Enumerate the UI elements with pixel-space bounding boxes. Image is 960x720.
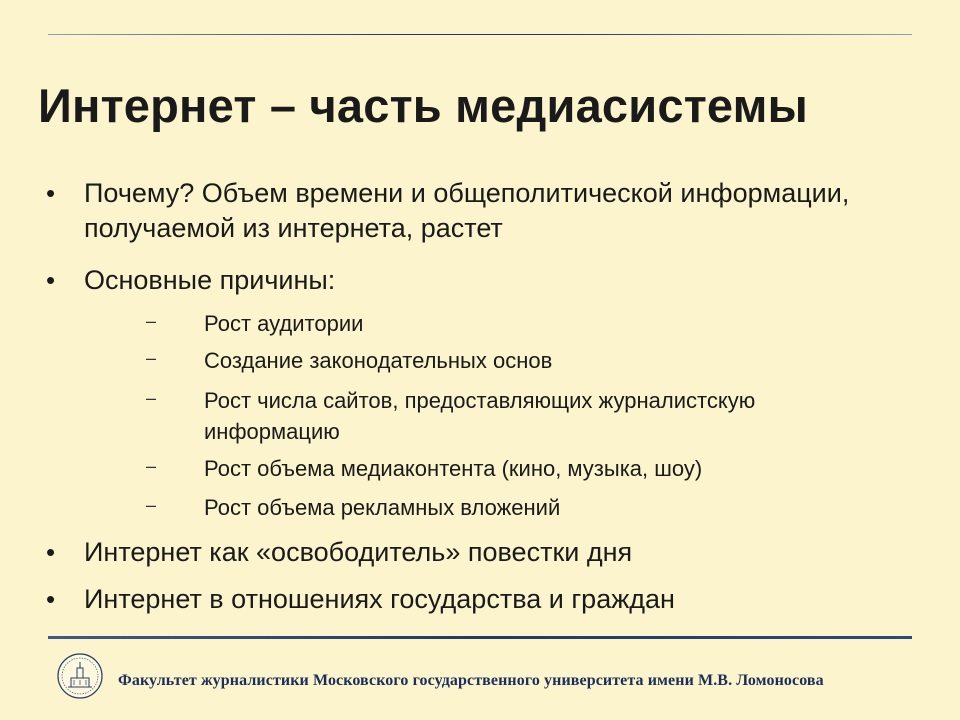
dash-marker: – [146,311,157,331]
sub-bullet-item [146,492,884,523]
bullet-marker: • [46,178,56,208]
bullet-text: Интернет как «освободитель» повестки дня [84,537,633,567]
bullet-item [46,582,884,617]
sub-bullet-item [146,308,884,339]
bullet-marker: • [46,584,56,614]
university-emblem-icon [56,652,104,700]
bullet-marker: • [46,537,56,567]
sub-bullet-text: Создание законодательных основ [204,348,553,373]
footer-caption: Факультет журналистики Московского государственного университета имени М.В. Ломоносова [118,672,824,689]
top-divider [48,34,912,35]
bullet-item [46,263,884,298]
sub-bullet-item [146,453,884,484]
bottom-divider [48,636,912,639]
slide-title: Интернет – часть медиасистемы [38,79,808,132]
dash-marker: – [146,348,157,368]
bullet-marker: • [46,265,56,295]
bullet-item [46,176,884,246]
dash-marker: – [146,495,157,515]
sub-bullet-text: Рост аудитории [204,311,364,336]
dash-marker: – [146,388,157,408]
sub-bullet-text: Рост объема медиаконтента (кино, музыка, шоу) [204,456,703,481]
sub-bullet-item [146,345,884,376]
bullet-text: Почему? Объем времени и общеполитической информации, получаемой из интернета, растет [84,178,850,243]
sub-bullet-item [146,385,844,447]
bullet-text: Основные причины: [84,265,336,295]
sub-bullet-text: Рост числа сайтов, предоставляющих журналистскую информацию [204,388,756,444]
sub-bullet-text: Рост объема рекламных вложений [204,495,561,520]
dash-marker: – [146,456,157,476]
bullet-text: Интернет в отношениях государства и граждан [84,584,675,614]
bullet-item [46,535,884,570]
